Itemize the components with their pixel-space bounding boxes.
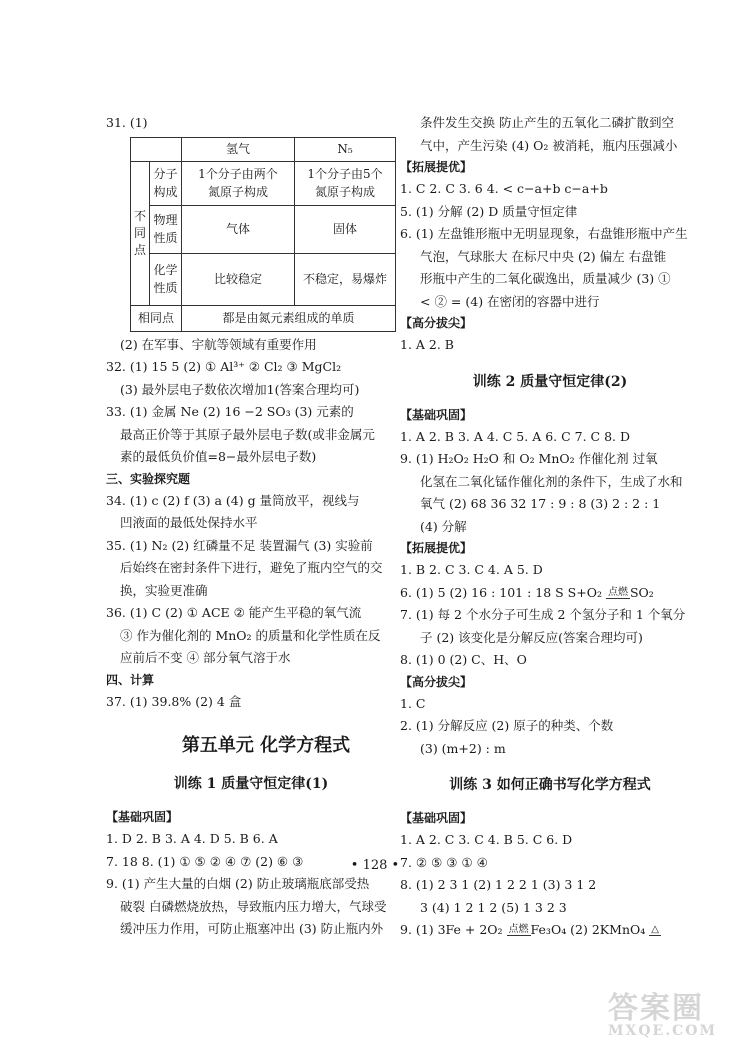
equation-line: 6. (1) 5 (2) 16 : 101 : 18 S S+O₂ 点燃 SO₂ [400,584,654,600]
left-column [106,112,396,941]
table-cell: 气体 [182,205,295,253]
answer-line: 素的最低负价值=8−最外层电子数) [120,449,317,464]
answer-line: 气泡，气球胀大 在标尺中央 (2) 偏左 右盘锥 [420,248,667,264]
watermark-logo: 答案圈 MXQE.COM [608,991,717,1039]
table-same-value: 都是由氮元素组成的单质 [182,305,396,331]
table-header-hydrogen: 氢气 [182,137,295,161]
answer-line: 子 (2) 该变化是分解反应(答案合理均可) [420,629,643,645]
answer-line: 3 (4) 1 2 1 2 (5) 1 3 2 3 [420,899,567,915]
answer-line: 后始终在密封条件下进行，避免了瓶内空气的交 [120,560,383,575]
answer-line: 9. (1) 产生大量的白烟 (2) 防止玻璃瓶底部受热 [106,876,370,891]
equation-line: 9. (1) 3Fe + 2O₂ 点燃 Fe₃O₄ (2) 2KMnO₄ △ [400,922,659,937]
answer-line: 凹液面的最低处保持水平 [120,515,258,530]
answer-line: 33. (1) 金属 Ne (2) 16 −2 SO₃ (3) 元素的 [106,404,354,419]
section-heading: 【基础巩固】 [106,810,179,824]
training-title: 训练 2 质量守恒定律(2) [472,373,628,390]
training-title: 训练 1 质量守恒定律(1) [173,776,329,792]
answer-line: 破裂 白磷燃烧放热，导致瓶内压力增大，气球受 [120,898,387,914]
table-cell: 比较稳定 [182,253,295,305]
training-title: 训练 3 如何正确书写化学方程式 [449,777,651,793]
answer-line: 1. A 2. B 3. A 4. C 5. A 6. C 7. C 8. D [400,428,630,444]
table-same-label: 相同点 [131,305,182,331]
answer-line: 8. (1) 0 (2) C、H、O [400,652,527,667]
answer-line: 9. (1) H₂O₂ H₂O 和 O₂ MnO₂ 作催化剂 过氧 [400,451,658,466]
table-header-n5: N₅ [295,137,396,161]
answer-line: 1. A 2. C 3. C 4. B 5. C 6. D [400,832,573,847]
comparison-table [130,137,396,332]
answer-line: 换，实验更准确 [120,582,208,598]
table-row-label: 化学 性质 [150,253,182,305]
answer-line: 1. A 2. B [400,337,454,352]
reaction-condition: 点燃 [607,586,628,598]
answer-line: 气中，产生污染 (4) O₂ 被消耗，瓶内压强减小 [420,137,678,153]
section-heading: 【基础巩固】 [400,407,473,422]
answer-line: 35. (1) N₂ (2) 红磷量不足 装置漏气 (3) 实验前 [106,537,373,553]
table-cell: 不稳定，易爆炸 [295,253,396,305]
answer-line: (2) 在军事、宇航等领域有重要作用 [120,336,317,352]
answer-line: 7. (1) 每 2 个水分子可生成 2 个氢分子和 1 个氧分 [400,607,686,622]
answer-line: 2. (1) 分解反应 (2) 原子的种类、个数 [400,718,614,733]
table-cell: 1个分子由5个 氮原子构成 [295,161,396,205]
table-cell: 1个分子由两个 氮原子构成 [182,161,295,205]
answer-line: 1. D 2. B 3. A 4. D 5. B 6. A [106,831,278,846]
table-cell: 固体 [295,205,396,253]
answer-line: (3) 最外层电子数依次增加1(答案合理均可) [120,381,360,397]
section-heading: 【基础巩固】 [400,811,473,825]
section-heading: 【拓展提优】 [400,541,473,555]
answer-line: 7. ② ⑤ ③ ① ④ [400,854,488,870]
answer-line: 缓冲压力作用，可防止瓶塞冲出 (3) 防止瓶内外 [120,921,384,936]
answer-line: 8. (1) 2 3 1 (2) 1 2 2 1 (3) 3 1 2 [400,877,597,892]
answer-line: 应前后不变 ④ 部分氧气溶于水 [120,650,291,665]
answer-line: 1. C 2. C 3. 6 4. < c−a+b c−a+b [400,181,608,196]
table-group-label: 不 同 点 [131,161,150,305]
answer-line: 最高正价等于其原子最外层电子数(或非金属元 [120,426,375,442]
answer-line: 32. (1) 15 5 (2) ① Al³⁺ ② Cl₂ ③ MgCl₂ [106,359,342,374]
answer-line: 6. (1) 左盘锥形瓶中无明显现象，右盘锥形瓶中产生 [400,226,688,241]
heat-condition: △ [651,924,659,935]
answer-line: 37. (1) 39.8% (2) 4 盒 [106,693,242,709]
answer-line: < ② = (4) 在密闭的容器中进行 [420,293,600,309]
section-heading: 【高分拔尖】 [400,674,473,689]
answer-line: (3) (m+2) : m [420,740,506,756]
answer-line: 5. (1) 分解 (2) D 质量守恒定律 [400,203,578,219]
right-column [400,112,700,942]
answer-line: ③ 作为催化剂的 MnO₂ 的质量和化学性质在反 [120,627,381,643]
page-number: • 128 • [350,858,400,873]
answer-line: 氧气 (2) 68 36 32 17 : 9 : 8 (3) 2 : 2 : 1 [420,496,661,511]
section-heading: 四、计算 [106,672,155,687]
answer-line: 条件发生交换 防止产生的五氧化二磷扩散到空 [420,115,674,130]
section-heading: 三、实验探究题 [106,471,191,486]
answer-line: 7. 18 8. (1) ① ⑤ ② ④ ⑦ (2) ⑥ ③ [106,853,304,869]
reaction-condition: 点燃 [508,924,529,935]
answer-line: 34. (1) c (2) f (3) a (4) g 量筒放平，视线与 [106,492,360,508]
table-row-label: 物理 性质 [150,205,182,253]
answer-line: 化氢在二氧化锰作催化剂的条件下，生成了水和 [420,473,683,489]
table-row-label: 分子 构成 [150,161,182,205]
answer-line: 1. B 2. C 3. C 4. A 5. D [400,562,543,577]
section-heading: 【高分拔尖】 [400,316,473,330]
answer-line: 36. (1) C (2) ① ACE ② 能产生平稳的氧气流 [106,605,362,620]
answer-line: (4) 分解 [420,518,467,534]
section-heading: 【拓展提优】 [400,160,473,174]
q31-heading: 31. (1) [106,115,148,130]
unit-title: 第五单元 化学方程式 [181,735,351,756]
answer-line: 形瓶中产生的二氧化碳逸出，质量减少 (3) ① [420,271,671,286]
answer-line: 1. C [400,695,426,711]
